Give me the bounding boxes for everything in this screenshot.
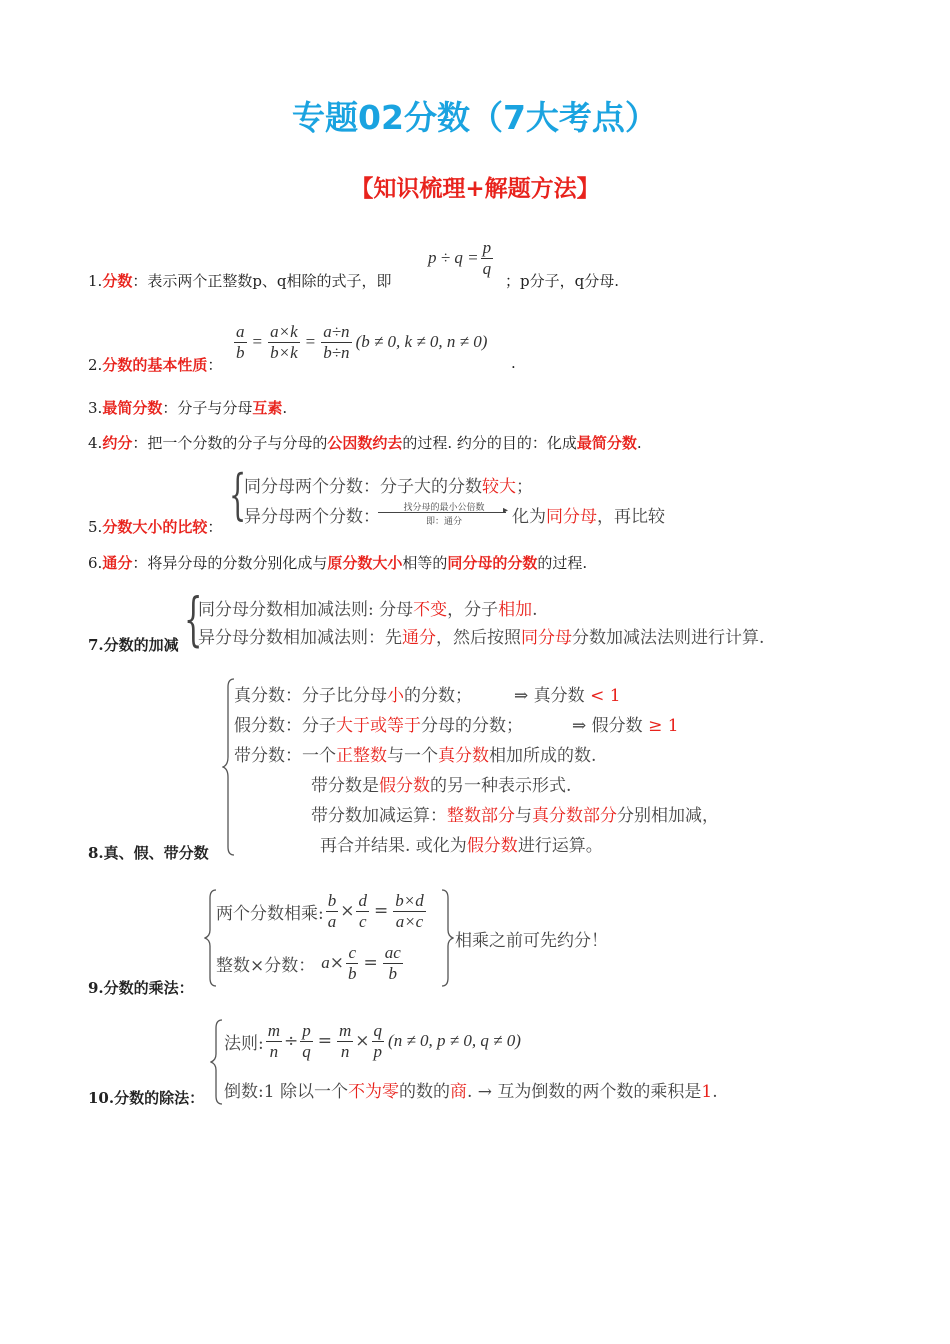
item-10-line-1 xyxy=(224,1021,521,1061)
text: 带分数是 xyxy=(311,776,379,796)
item-9-line-1 xyxy=(216,891,428,931)
text: 同分母分数相加减法则: 分母 xyxy=(198,600,414,620)
item-2-formula xyxy=(232,322,487,362)
fraction xyxy=(393,891,425,931)
highlight: 同分母 xyxy=(521,628,572,648)
text: 的数的 xyxy=(398,1082,450,1102)
equals: = xyxy=(363,953,378,974)
item-4 xyxy=(88,432,642,453)
fraction xyxy=(481,238,494,278)
item-2-key: 分数的基本性质 xyxy=(102,356,208,374)
item-6-key: 通分 xyxy=(102,554,133,572)
fraction xyxy=(346,943,359,983)
numerator: m xyxy=(267,1021,281,1040)
arrow-label-below: 即：通分 xyxy=(425,517,462,527)
fraction xyxy=(337,1021,353,1061)
highlight: 小 xyxy=(387,686,404,706)
denominator: b xyxy=(348,963,357,983)
item-6-text: ：将异分母的分数分别化成与 xyxy=(132,554,328,572)
fraction xyxy=(268,322,300,362)
fraction xyxy=(321,322,351,362)
variable: a xyxy=(321,953,330,973)
equals: = xyxy=(373,901,389,922)
highlight: 较大 xyxy=(482,477,516,497)
item-2-colon: ： xyxy=(207,356,223,374)
item-5-line-2: 异分母两个分数： xyxy=(244,507,380,527)
numerator: q xyxy=(373,1021,383,1040)
item-4-key: 约分 xyxy=(102,434,133,452)
numerator: b xyxy=(327,891,337,910)
numerator: p xyxy=(482,238,492,257)
highlight: ≥ 1 xyxy=(648,716,679,736)
text: 同分母两个分数：分子大的分数 xyxy=(244,477,482,497)
text: ⇒ 真分数 xyxy=(514,686,585,706)
highlight: < 1 xyxy=(590,686,621,706)
item-8-line-1-result xyxy=(514,681,621,706)
text: ，再比较 xyxy=(597,507,665,527)
text: 假分数：分子 xyxy=(234,716,336,736)
item-5-key: 分数大小的比较 xyxy=(102,518,208,536)
times: × xyxy=(355,1031,370,1052)
times: × xyxy=(329,953,344,974)
item-8-line-3 xyxy=(234,741,596,766)
brace-icon: { xyxy=(184,585,203,653)
item-2-number: 2. xyxy=(88,356,103,374)
item-8-line-4 xyxy=(311,771,571,796)
numerator: a×k xyxy=(270,322,298,341)
item-9-label: 9.分数的乘法： xyxy=(88,979,194,997)
page-subtitle: 【知识梳理+解题方法】 xyxy=(350,176,600,202)
item-1-tail: ；p分子，q分母. xyxy=(505,272,619,290)
denominator: n xyxy=(340,1041,350,1061)
arrow-label-above: 找分母的最小公倍数 xyxy=(403,503,485,513)
denominator: q xyxy=(302,1041,311,1061)
item-5-colon: ： xyxy=(207,518,223,536)
equals: = xyxy=(252,332,263,352)
item-8-line-2 xyxy=(234,711,523,736)
text: . xyxy=(532,600,538,620)
highlight: 整数部分 xyxy=(447,806,515,826)
item-4-text2: 的过程. 约分的目的：化成 xyxy=(402,434,577,452)
numerator: c xyxy=(348,943,357,962)
numerator: m xyxy=(339,1021,352,1040)
item-5-line-1 xyxy=(244,472,533,497)
item-9-note: 相乘之前可先约分！ xyxy=(455,931,608,951)
numerator: b×d xyxy=(395,891,424,910)
brace-icon xyxy=(210,1018,224,1106)
equals: = xyxy=(317,1031,333,1052)
item-6-number: 6. xyxy=(88,554,103,572)
item-1-text: ：表示两个正整数p、q相除的式子，即 xyxy=(132,272,392,290)
item-3-number: 3. xyxy=(88,399,103,417)
item-1-key: 分数 xyxy=(102,272,133,290)
denominator: a xyxy=(327,911,337,931)
item-8-line-6 xyxy=(320,831,603,856)
numerator: d xyxy=(358,891,367,910)
denominator: c xyxy=(358,911,367,931)
fraction xyxy=(372,1021,385,1061)
denominator: n xyxy=(269,1041,279,1061)
times: × xyxy=(340,901,355,922)
numerator: ac xyxy=(384,943,401,962)
denominator: b xyxy=(236,342,245,362)
item-1-formula xyxy=(428,238,495,278)
equals: = xyxy=(305,332,316,352)
brace-icon: { xyxy=(229,463,247,526)
condition: (b ≠ 0, k ≠ 0, n ≠ 0) xyxy=(355,332,488,352)
denominator: b÷n xyxy=(323,342,350,362)
text: 整数×分数： xyxy=(216,955,316,976)
highlight: 商 xyxy=(449,1082,467,1102)
item-5-line-2-tail xyxy=(512,502,665,527)
highlight: 假分数 xyxy=(379,776,430,796)
text: 的分数； xyxy=(404,686,472,706)
fraction xyxy=(383,943,403,983)
item-4-text: ：把一个分数的分子与分母的 xyxy=(132,434,328,452)
item-4-end: . xyxy=(636,434,642,452)
item-4-number: 4. xyxy=(88,434,103,452)
text: 再合并结果. 或化为 xyxy=(320,836,467,856)
denominator: p xyxy=(373,1041,383,1061)
item-3-key: 最简分数 xyxy=(102,399,163,417)
text: 真分数：分子比分母 xyxy=(234,686,387,706)
item-10-label: 10.分数的除法： xyxy=(88,1089,205,1107)
item-7-label: 7.分数的加减 xyxy=(88,636,179,654)
text: ⇒ 假分数 xyxy=(572,716,643,736)
item-3-text: ：分子与分母 xyxy=(162,399,253,417)
item-4-key2: 公因数约去 xyxy=(327,434,403,452)
fraction xyxy=(356,891,369,931)
item-7-line-2 xyxy=(198,623,764,648)
item-1 xyxy=(88,270,392,291)
denominator: b xyxy=(388,963,398,983)
text: 分别相加减， xyxy=(617,806,719,826)
fraction xyxy=(300,1021,313,1061)
item-10-line-2 xyxy=(224,1077,718,1102)
text: 异分母分数相加减法则：先 xyxy=(198,628,402,648)
text: 相加所成的数. xyxy=(489,746,597,766)
divide: ÷ xyxy=(284,1031,299,1052)
highlight: 不为零 xyxy=(347,1082,399,1102)
item-5-number: 5. xyxy=(88,518,103,536)
item-2 xyxy=(88,354,222,375)
arrow-head-icon: ▸ xyxy=(503,505,509,516)
text: . xyxy=(712,1082,718,1102)
right-brace-icon xyxy=(440,888,454,988)
highlight: 正整数 xyxy=(336,746,387,766)
text: 倒数:1 除以一个 xyxy=(224,1082,348,1102)
item-6-key2: 原分数大小 xyxy=(327,554,403,572)
text: 带分数加减运算： xyxy=(311,806,447,826)
item-8-label: 8.真、假、带分数 xyxy=(88,844,209,862)
numerator: a xyxy=(236,322,245,341)
highlight: 真分数部分 xyxy=(532,806,617,826)
text: 进行运算。 xyxy=(517,836,603,856)
denominator: b×k xyxy=(270,342,298,362)
denominator: q xyxy=(482,258,492,278)
denominator: a×c xyxy=(395,911,424,931)
highlight: 1 xyxy=(701,1082,713,1102)
item-5 xyxy=(88,516,222,537)
text: 分数加减法法则进行计算. xyxy=(572,628,765,648)
page-title: 专题02分数（7大考点） xyxy=(292,98,658,137)
item-8-line-1 xyxy=(234,681,472,706)
text: . → 互为倒数的两个数的乘积是 xyxy=(466,1082,702,1102)
text: 两个分数相乘: xyxy=(216,903,324,924)
item-8-line-5 xyxy=(311,801,719,826)
text: ，分子 xyxy=(447,600,499,620)
arrow-line xyxy=(378,512,506,513)
text: 化为 xyxy=(512,507,546,527)
item-4-key3: 最简分数 xyxy=(576,434,637,452)
text: 分母的分数； xyxy=(421,716,523,736)
highlight: 真分数 xyxy=(438,746,489,766)
item-8-line-2-result xyxy=(572,711,679,736)
text: ； xyxy=(516,477,533,497)
fraction xyxy=(266,1021,282,1061)
item-3 xyxy=(88,397,287,418)
item-1-number: 1. xyxy=(88,272,103,290)
highlight: 假分数 xyxy=(466,836,518,856)
highlight: 同分母 xyxy=(546,507,597,527)
item-3-end: . xyxy=(282,399,288,417)
item-3-key2: 互素 xyxy=(252,399,283,417)
item-6-text2: 相等的 xyxy=(402,554,448,572)
highlight: 大于或等于 xyxy=(336,716,421,736)
numerator: a÷n xyxy=(323,322,350,341)
fraction xyxy=(326,891,339,931)
numerator: p xyxy=(302,1021,311,1040)
item-2-end: . xyxy=(511,354,516,372)
text: ，然后按照 xyxy=(436,628,521,648)
item-6 xyxy=(88,552,587,573)
item-6-text3: 的过程. xyxy=(537,554,588,572)
item-6-key3: 同分母的分数 xyxy=(447,554,538,572)
highlight: 相加 xyxy=(498,600,533,620)
item-7-line-1 xyxy=(198,595,538,620)
highlight: 通分 xyxy=(402,628,436,648)
condition: (n ≠ 0, p ≠ 0, q ≠ 0) xyxy=(388,1031,521,1051)
text: 法则: xyxy=(224,1033,264,1054)
text: 带分数：一个 xyxy=(234,746,336,766)
text: 的另一种表示形式. xyxy=(430,776,572,796)
formula-lhs: p ÷ q = xyxy=(428,248,479,268)
fraction xyxy=(234,322,247,362)
text: 与一个 xyxy=(387,746,438,766)
item-9-line-2 xyxy=(216,943,405,983)
text: 与 xyxy=(515,806,532,826)
highlight: 不变 xyxy=(413,600,448,620)
